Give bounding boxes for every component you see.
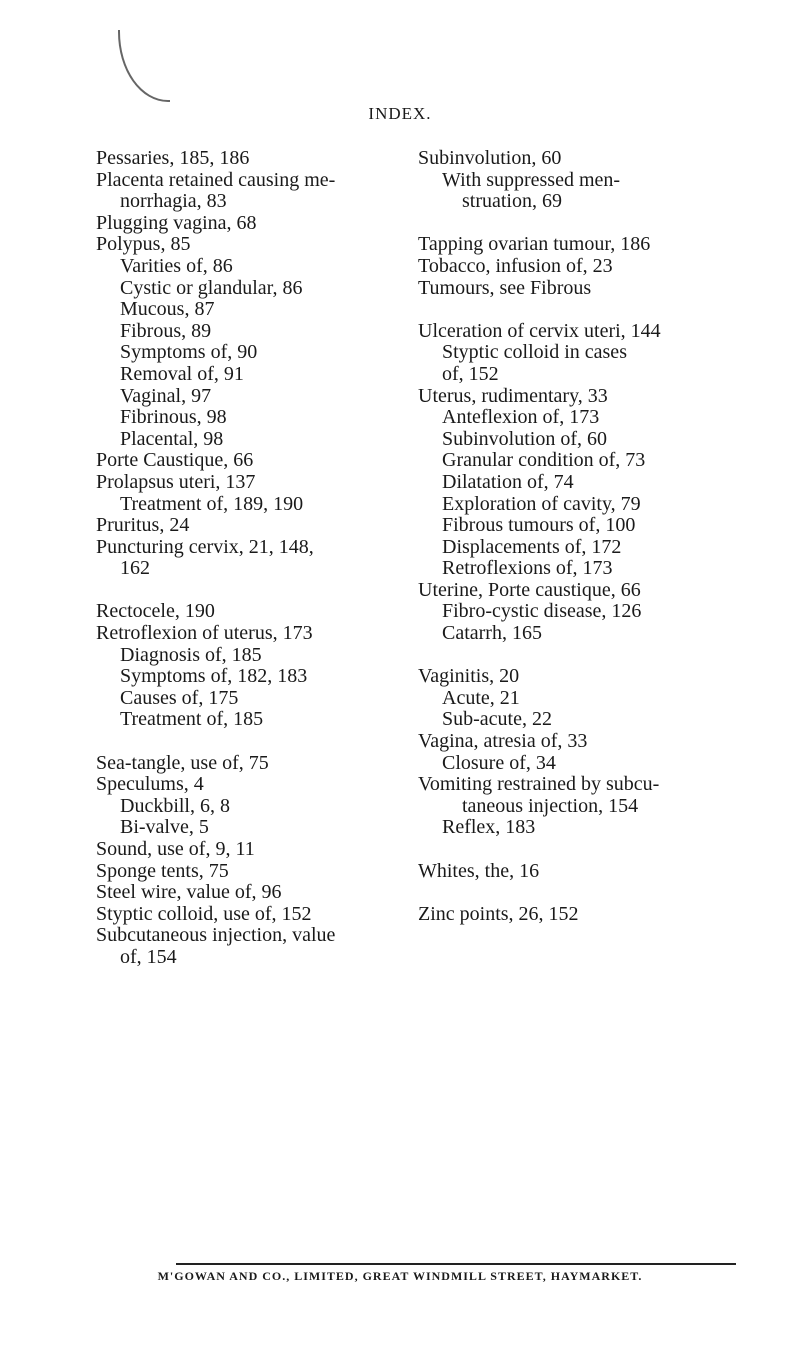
index-entry: Displacements of, 172 xyxy=(442,535,622,558)
index-entry: Sponge tents, 75 xyxy=(96,859,229,882)
index-entry: Sub-acute, 22 xyxy=(442,708,552,731)
running-head: INDEX. xyxy=(368,104,432,123)
index-entry: Fibrous, 89 xyxy=(120,319,212,342)
index-entry: struation, 69 xyxy=(462,190,562,213)
index-entry: Sound, use of, 9, 11 xyxy=(96,838,255,860)
index-entry: Styptic colloid, use of, 152 xyxy=(96,902,312,925)
index-column-left xyxy=(96,148,406,969)
index-entry: Uterine, Porte caustique, 66 xyxy=(418,578,641,601)
index-entry: Plugging vagina, 68 xyxy=(96,211,257,234)
index-entry: Subinvolution of, 60 xyxy=(442,427,608,450)
index-entry: Pruritus, 24 xyxy=(96,514,190,537)
index-entry: Placenta retained causing me- xyxy=(96,168,336,191)
index-entry: taneous injection, 154 xyxy=(462,794,639,817)
index-entry: Uterus, rudimentary, 33 xyxy=(418,384,608,407)
index-entry: Fibrinous, 98 xyxy=(120,406,227,429)
index-entry: Varities of, 86 xyxy=(120,254,233,277)
index-entry: of, 152 xyxy=(442,362,499,385)
index-entry: Subinvolution, 60 xyxy=(418,147,562,169)
index-entry: Treatment of, 189, 190 xyxy=(120,492,304,515)
index-entry: of, 154 xyxy=(120,945,177,968)
index-entry: Causes of, 175 xyxy=(120,686,239,709)
index-entry: Cystic or glandular, 86 xyxy=(120,276,303,299)
index-entry: Catarrh, 165 xyxy=(442,622,542,645)
index-entry: Subcutaneous injection, value xyxy=(96,924,336,947)
index-entry: Styptic colloid in cases xyxy=(442,341,627,364)
index-entry: Bi-valve, 5 xyxy=(120,816,209,839)
index-entry: Polypus, 85 xyxy=(96,233,191,256)
printer-imprint: M'GOWAN AND CO., LIMITED, GREAT WINDMILL STREET, HAYMARKET. xyxy=(157,1269,643,1283)
index-entry: Dilatation of, 74 xyxy=(442,470,574,493)
index-entry: Acute, 21 xyxy=(442,686,520,709)
index-entry: Tapping ovarian tumour, 186 xyxy=(418,233,651,256)
index-entry: Puncturing cervix, 21, 148, xyxy=(96,535,314,558)
index-entry: Whites, the, 16 xyxy=(418,859,540,882)
index-entry: Zinc points, 26, 152 xyxy=(418,902,579,925)
index-column-right xyxy=(418,148,748,925)
page-edge-mark xyxy=(118,30,170,102)
index-entry: Removal of, 91 xyxy=(120,362,244,385)
index-entry: Steel wire, value of, 96 xyxy=(96,881,282,904)
index-entry: Vomiting restrained by subcu- xyxy=(418,773,660,796)
index-entry: Mucous, 87 xyxy=(120,298,215,321)
index-entry: Diagnosis of, 185 xyxy=(120,643,262,666)
index-entry: With suppressed men- xyxy=(442,168,621,191)
index-entry: 162 xyxy=(120,557,150,580)
index-entry: Placental, 98 xyxy=(120,427,224,450)
index-entry: Vaginal, 97 xyxy=(120,384,212,407)
index-entry: Reflex, 183 xyxy=(442,816,536,839)
index-entry: Exploration of cavity, 79 xyxy=(442,492,641,515)
index-entry: Speculums, 4 xyxy=(96,773,204,796)
index-entry: Duckbill, 6, 8 xyxy=(120,794,230,817)
index-entry: norrhagia, 83 xyxy=(120,190,227,213)
index-entry: Retroflexion of uterus, 173 xyxy=(96,622,313,645)
index-entry: Treatment of, 185 xyxy=(120,708,264,731)
index-entry: Retroflexions of, 173 xyxy=(442,557,613,580)
index-entry: Symptoms of, 182, 183 xyxy=(120,665,308,688)
index-entry: Vagina, atresia of, 33 xyxy=(418,730,588,753)
index-entry: Granular condition of, 73 xyxy=(442,449,646,472)
index-entry: Ulceration of cervix uteri, 144 xyxy=(418,319,661,342)
index-entry: Pessaries, 185, 186 xyxy=(96,147,250,169)
index-entry: Sea-tangle, use of, 75 xyxy=(96,751,269,774)
index-entry: Tumours, see Fibrous xyxy=(418,276,592,299)
index-entry: Anteflexion of, 173 xyxy=(442,406,600,429)
index-entry: Porte Caustique, 66 xyxy=(96,449,254,472)
index-entry: Fibrous tumours of, 100 xyxy=(442,514,636,537)
index-entry: Vaginitis, 20 xyxy=(418,665,520,688)
footer-rule xyxy=(176,1263,736,1265)
index-entry: Rectocele, 190 xyxy=(96,600,215,623)
index-entry: Closure of, 34 xyxy=(442,751,556,774)
index-entry: Symptoms of, 90 xyxy=(120,341,258,364)
index-entry: Tobacco, infusion of, 23 xyxy=(418,254,613,277)
index-entry: Fibro-cystic disease, 126 xyxy=(442,600,642,623)
index-entry: Prolapsus uteri, 137 xyxy=(96,470,256,493)
